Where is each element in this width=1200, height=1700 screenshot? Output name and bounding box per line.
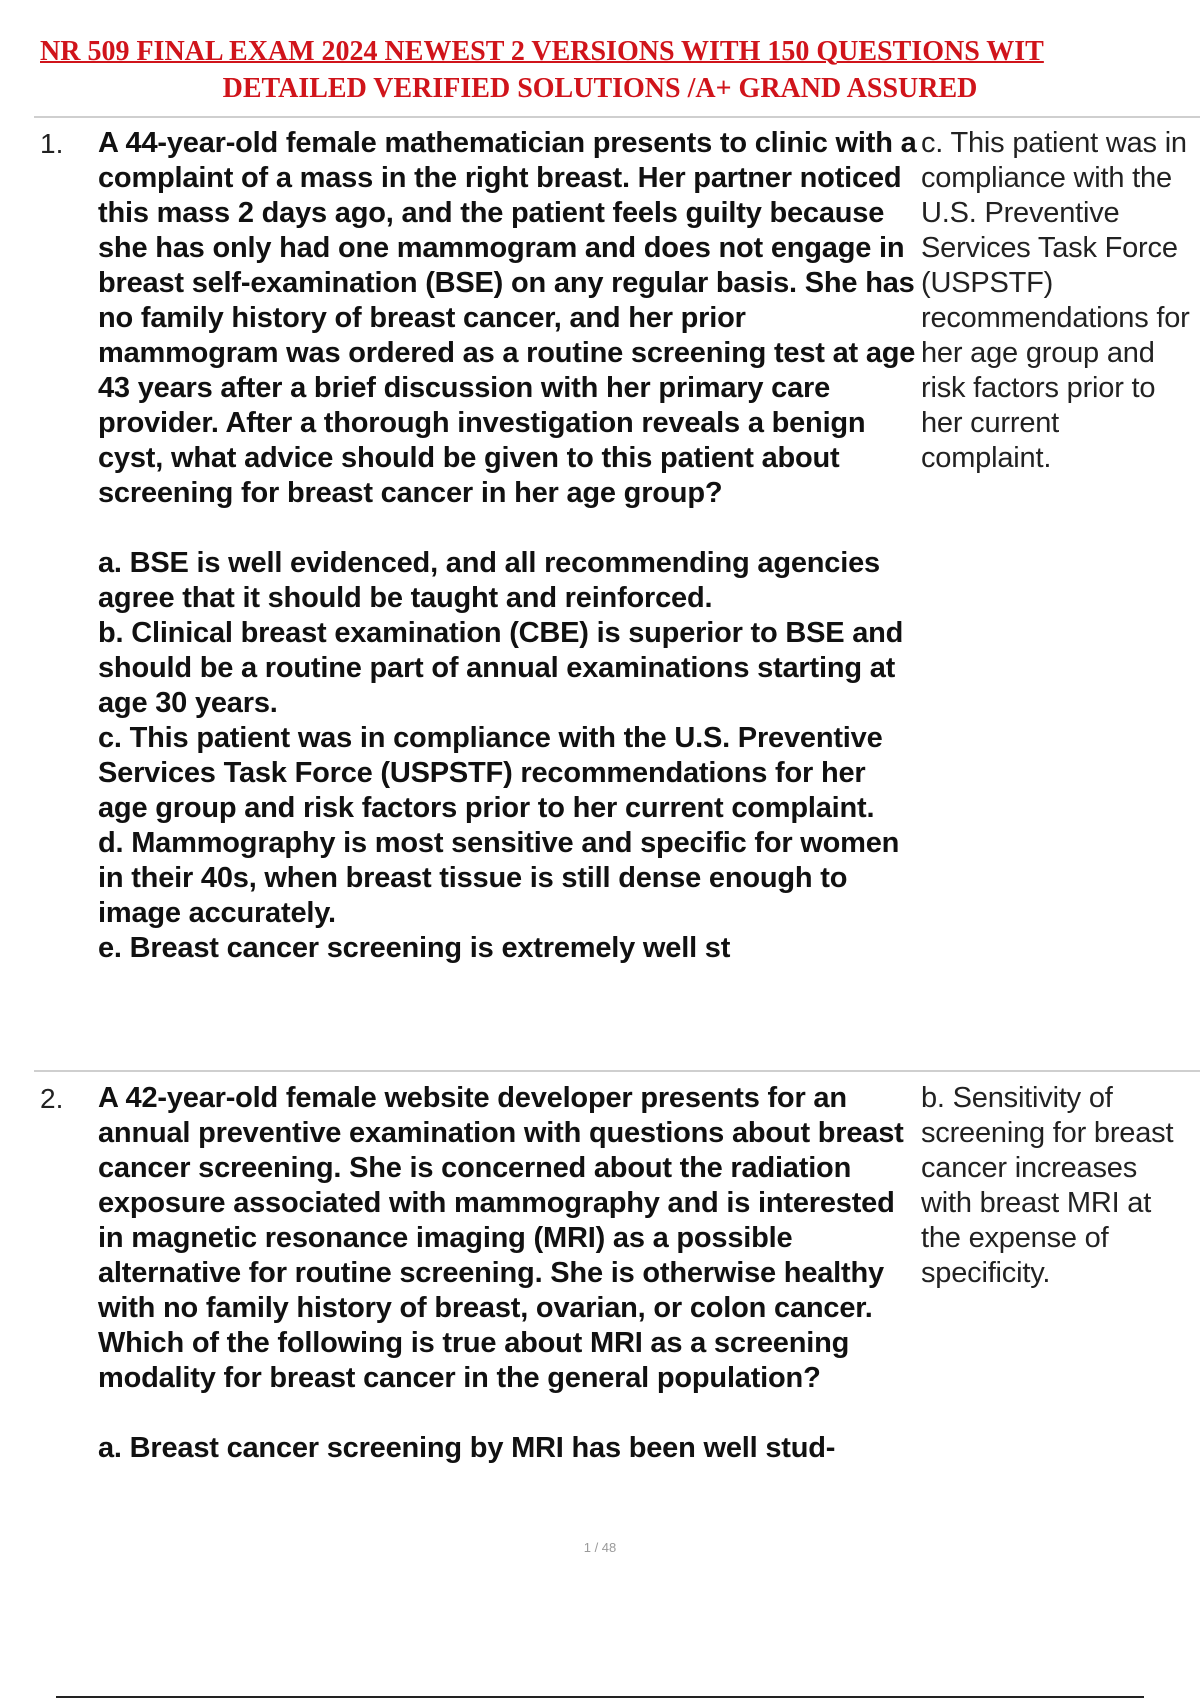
option-b: b. Clinical breast examination (CBE) is superior to BSE and should be a routine part of annual examinations starting at age 30 years. bbox=[98, 617, 904, 719]
question-body bbox=[98, 126, 918, 966]
option-a: a. Breast cancer screening by MRI has been well stud- bbox=[98, 1432, 836, 1464]
question-stem: A 44-year-old female mathematician presents to clinic with a complaint of a mass in the right breast. Her partner noticed this mass 2 days ago, and the patient feels guilty because she has only had one mammogram and does not engage in breast self-examination (BSE) on any regular basis. She has no family history of breast cancer, and her prior mammogram was ordered as a routine screening test at age 43 years after a brief discussion with her primary care provider. After a thorough investigation reveals a benign cyst, what advice should be given to this patient about screening for breast cancer in her age group? bbox=[98, 127, 917, 509]
question-stem: A 42-year-old female website developer presents for an annual preventive examination with questions about breast cancer screening. She is concerned about the radiation exposure associated with mammography and is interested in magnetic resonance imaging (MRI) as a possible alternative for routine screening. She is otherwise healthy with no family history of breast, ovarian, or colon cancer. Which of the following is true about MRI as a screening modality for breast cancer in the general population? bbox=[98, 1082, 904, 1394]
divider bbox=[34, 1070, 1200, 1072]
option-a: a. BSE is well evidenced, and all recommending agencies agree that it should be taught and reinforced. bbox=[98, 547, 880, 614]
option-d: d. Mammography is most sensitive and specific for women in their 40s, when breast tissue is still dense enough to image accurately. bbox=[98, 827, 900, 929]
option-c: c. This patient was in compliance with the U.S. Preventive Services Task Force (USPSTF) recommendations for her age group and risk factors prior to her current complaint. bbox=[98, 722, 883, 824]
question-number: 1. bbox=[40, 128, 64, 159]
option-e: e. Breast cancer screening is extremely well st bbox=[98, 932, 731, 964]
question-number: 2. bbox=[40, 1083, 64, 1114]
footer-rule bbox=[56, 1696, 1144, 1698]
document-header bbox=[0, 32, 1200, 109]
document-title-line-2: DETAILED VERIFIED SOLUTIONS /A+ GRAND ASSURED bbox=[222, 73, 978, 104]
divider bbox=[34, 116, 1200, 118]
document-title-line-1: NR 509 FINAL EXAM 2024 NEWEST 2 VERSIONS WITH 150 QUESTIONS WIT bbox=[40, 36, 1044, 67]
answer-text: c. This patient was in compliance with the U.S. Preventive Services Task Force (USPSTF) recommendations for her age group and risk factors prior to her current complaint. bbox=[921, 127, 1190, 474]
answer-text: b. Sensitivity of screening for breast cancer increases with breast MRI at the expense of specificity. bbox=[921, 1082, 1174, 1289]
question-body bbox=[98, 1081, 918, 1466]
page-number: 1 / 48 bbox=[583, 1540, 617, 1555]
